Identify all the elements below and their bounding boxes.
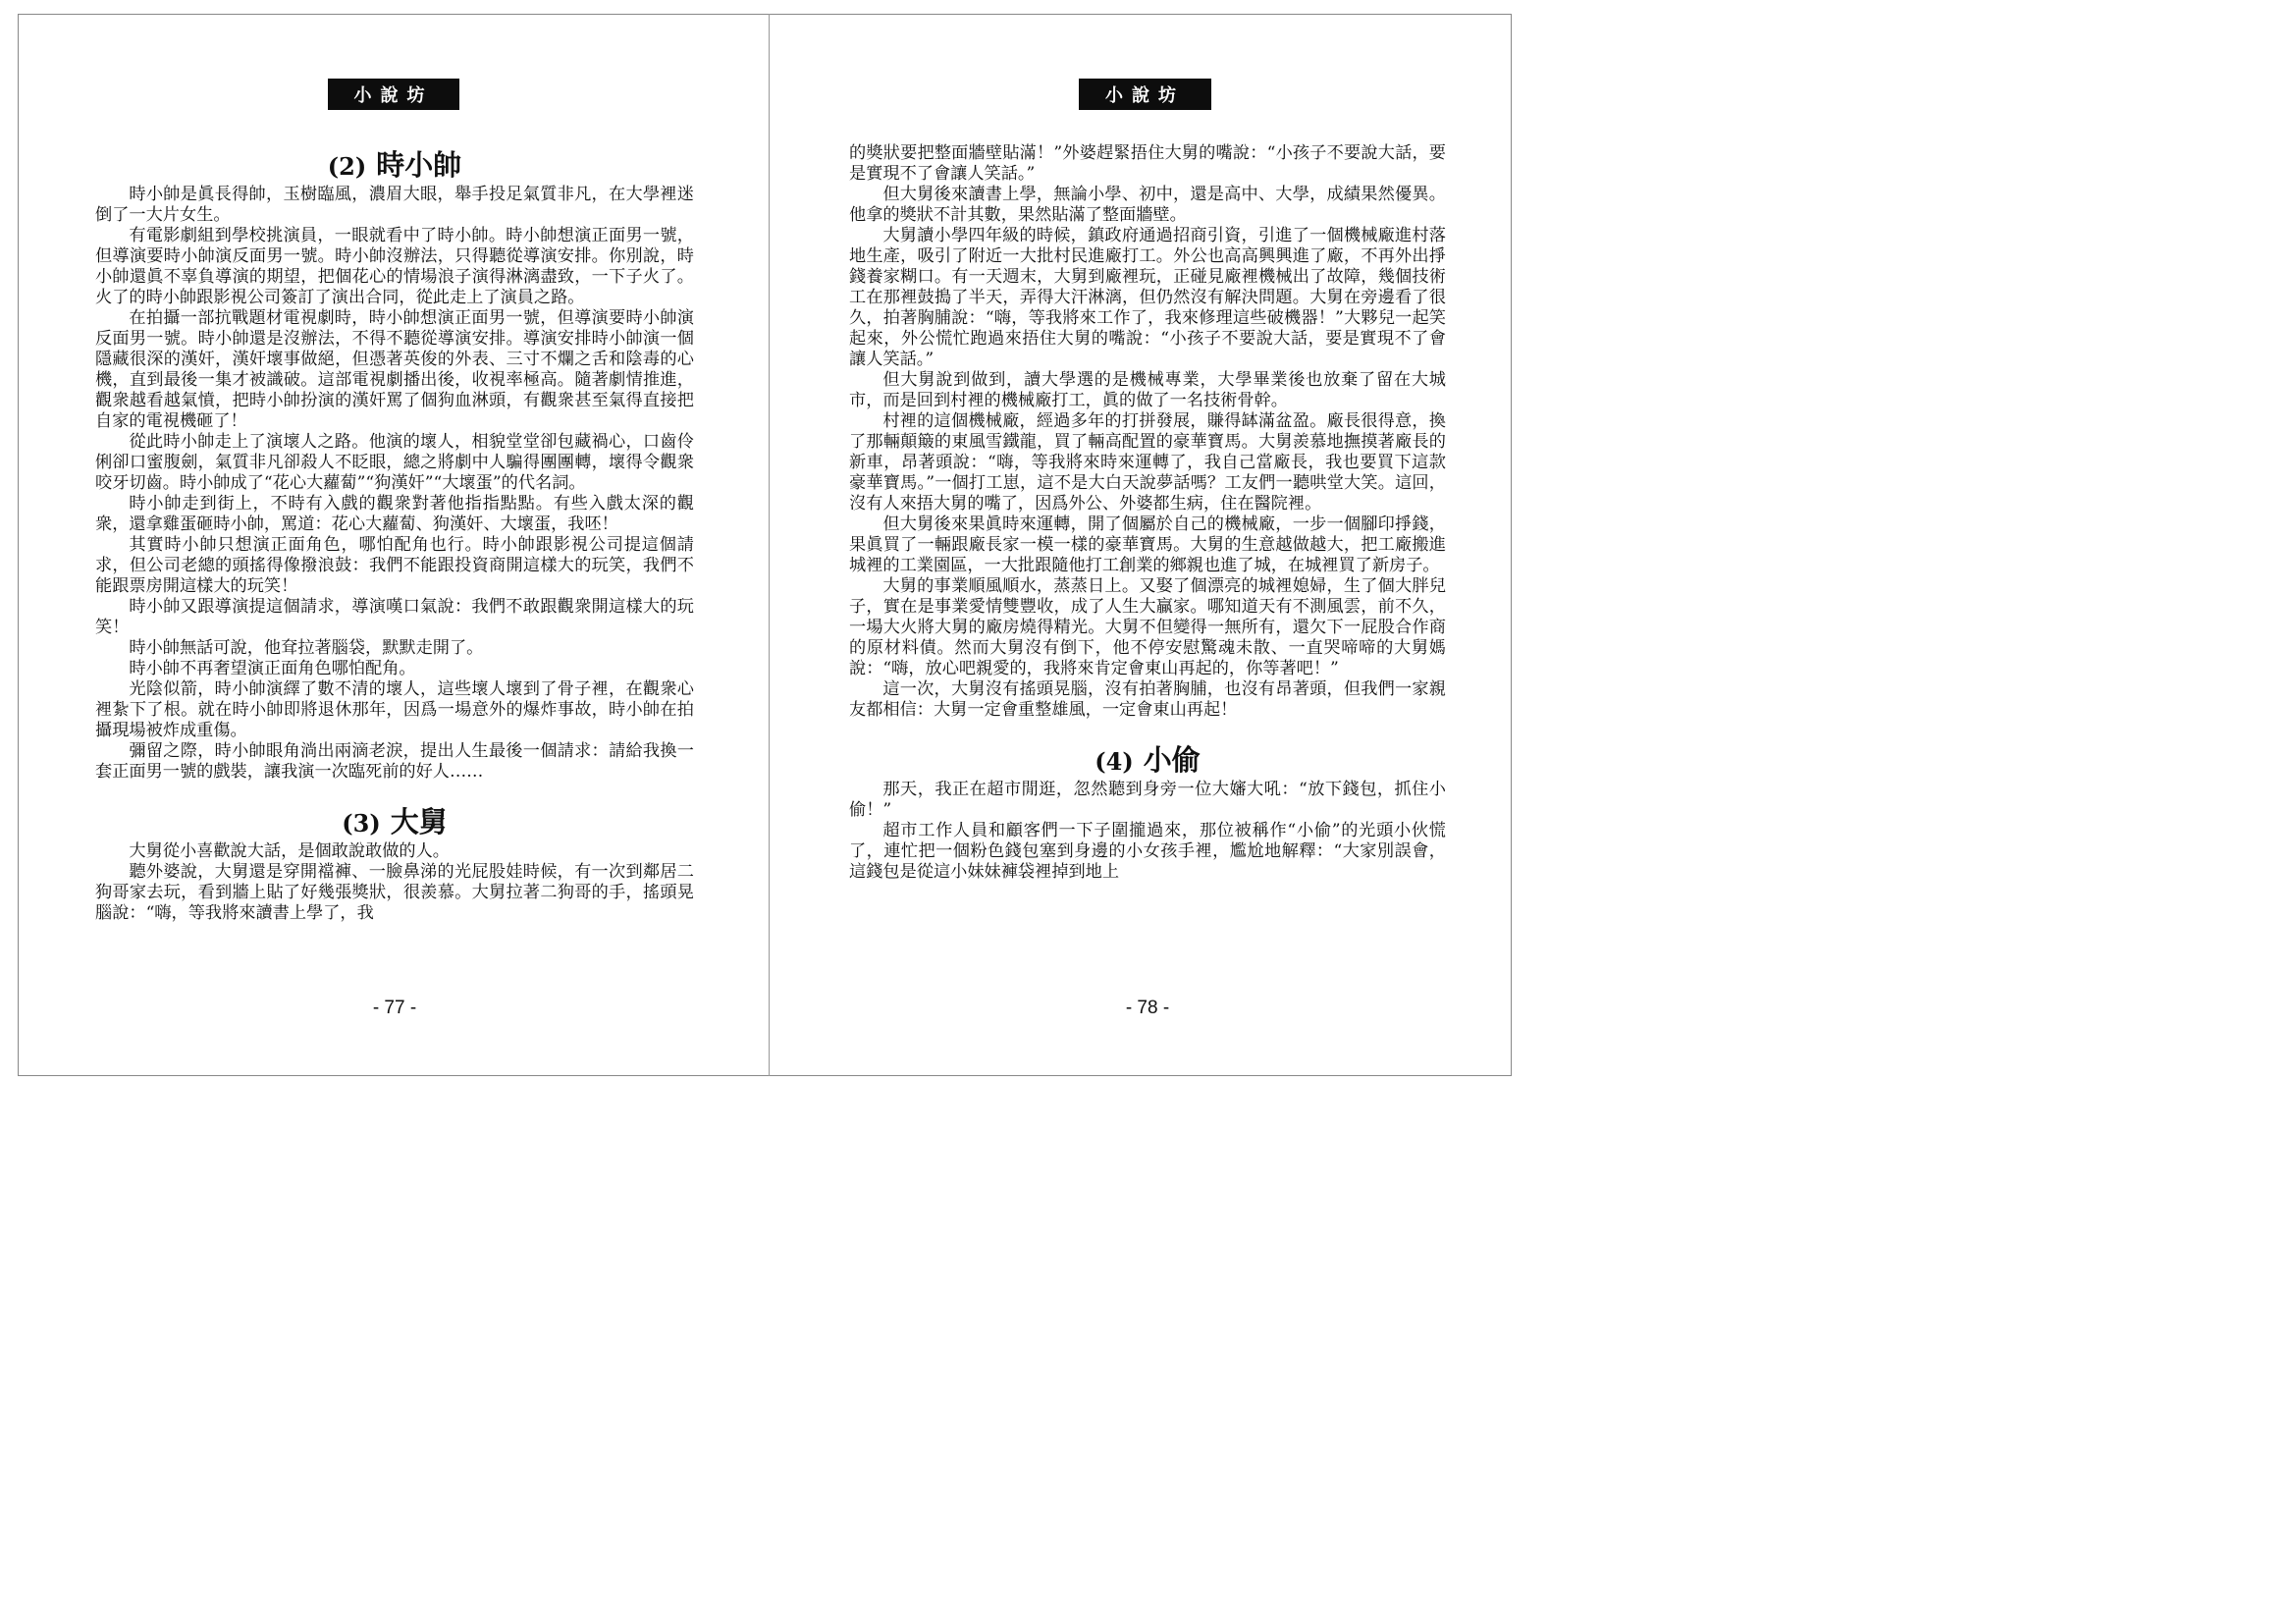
story-3-continued-paragraph: 村裡的這個機械廠，經過多年的打拼發展，賺得缽滿盆盈。廠長很得意，換了那輛顛簸的東風雪鐵龍，買了輛高配置的豪華寶馬。大舅羨慕地撫摸著廠長的新車，昂著頭說：“嗨，等我將來時來運轉了，我自己當廠長，我也要買下這款豪華寶馬。”一個打工崽，這不是大白天說夢話嗎？工友們一聽哄堂大笑。這回，沒有人來捂大舅的嘴了，因爲外公、外婆都生病，住在醫院裡。 [849, 411, 1446, 514]
story-2-paragraph: 時小帥是眞長得帥，玉樹臨風，濃眉大眼，舉手投足氣質非凡，在大學裡迷倒了一大片女生。 [95, 185, 694, 225]
right-page-header: 小說坊 [1079, 79, 1211, 110]
story-3-paragraph: 聽外婆說，大舅還是穿開襠褲、一臉鼻涕的光屁股娃時候，有一次到鄰居二狗哥家去玩，看到牆上貼了好幾張獎狀，很羨慕。大舅拉著二狗哥的手，搖頭晃腦說：“嗨，等我將來讀書上學了，我 [95, 862, 694, 923]
left-page-body [95, 147, 694, 924]
left-page [95, 14, 694, 1076]
section-gap [95, 783, 694, 804]
story-3-continued-paragraph: 這一次，大舅沒有搖頭晃腦，沒有拍著胸脯，也沒有昂著頭，但我們一家親友都相信：大舅一定會重整雄風，一定會東山再起！ [849, 679, 1446, 720]
story-3-continued-paragraph: 大舅的事業順風順水，蒸蒸日上。又娶了個漂亮的城裡媳婦，生了個大胖兒子，實在是事業愛情雙豐收，成了人生大贏家。哪知道天有不測風雲，前不久，一場大火將大舅的廠房燒得精光。大舅不但變得一無所有，還欠下一屁股合作商的原材料債。然而大舅沒有倒下，他不停安慰驚魂未散、一直哭啼啼的大舅媽說：“嗨，放心吧親愛的，我將來肯定會東山再起的，你等著吧！” [849, 576, 1446, 678]
story-3-number: (3) [342, 809, 381, 838]
story-2-paragraph: 在拍攝一部抗戰題材電視劇時，時小帥想演正面男一號，但導演要時小帥演反面男一號。時小帥還是沒辦法，不得不聽從導演安排。導演安排時小帥演一個隱藏很深的漢奸，漢奸壞事做絕，但憑著英俊的外表、三寸不爛之舌和陰毒的心機，直到最後一集才被識破。這部電視劇播出後，收視率極高。隨著劇情推進，觀衆越看越氣憤，把時小帥扮演的漢奸罵了個狗血淋頭，有觀衆甚至氣得直接把自家的電視機砸了！ [95, 308, 694, 431]
right-page [849, 14, 1446, 1076]
spine-divider [769, 14, 770, 1076]
story-3-continued-paragraph: 的獎狀要把整面牆壁貼滿！”外婆趕緊捂住大舅的嘴說：“小孩子不要說大話，要是實現不了會讓人笑話。” [849, 143, 1446, 184]
story-3-continued-paragraph: 大舅讀小學四年級的時候，鎮政府通過招商引資，引進了一個機械廠進村落地生產，吸引了附近一大批村民進廠打工。外公也高高興興進了廠，不再外出掙錢養家糊口。有一天週末，大舅到廠裡玩，正碰見廠裡機械出了故障，幾個技術工在那裡鼓搗了半天，弄得大汗淋漓，但仍然沒有解決問題。大舅在旁邊看了很久，拍著胸脯說：“嗨，等我將來工作了，我來修理這些破機器！”大夥兒一起笑起來，外公慌忙跑過來捂住大舅的嘴說：“小孩子不要說大話，要是實現不了會讓人笑話。” [849, 226, 1446, 369]
story-3-continued-paragraph: 但大舅後來讀書上學，無論小學、初中，還是高中、大學，成績果然優異。他拿的獎狀不計其數，果然貼滿了整面牆壁。 [849, 185, 1446, 225]
story-2-number: (2) [327, 152, 367, 181]
story-4-title [849, 742, 1446, 780]
story-4-number: (4) [1095, 747, 1134, 776]
story-2-paragraph: 時小帥又跟導演提這個請求，導演嘆口氣說：我們不敢跟觀衆開這樣大的玩笑！ [95, 597, 694, 637]
story-3-continued-paragraph: 但大舅說到做到，讀大學選的是機械專業，大學畢業後也放棄了留在大城市，而是回到村裡的機械廠打工，眞的做了一名技術骨幹。 [849, 370, 1446, 410]
left-page-number: - 77 - [372, 998, 417, 1018]
story-3-title-text: 大舅 [390, 805, 448, 839]
right-page-number: - 78 - [1125, 998, 1170, 1018]
left-page-header: 小說坊 [328, 79, 459, 110]
story-4-paragraph: 那天，我正在超市閒逛，忽然聽到身旁一位大嬸大吼：“放下錢包，抓住小偷！” [849, 780, 1446, 820]
story-2-title [95, 147, 694, 185]
story-3-continued-paragraph: 但大舅後來果眞時來運轉，開了個屬於自己的機械廠，一步一個腳印掙錢，果眞買了一輛跟廠長家一模一樣的豪華寶馬。大舅的生意越做越大，把工廠搬進城裡的工業園區，一大批跟隨他打工創業的鄉親也進了城，在城裡買了新房子。 [849, 514, 1446, 575]
story-2-paragraph: 時小帥走到街上，不時有入戲的觀衆對著他指指點點。有些入戲太深的觀衆，還拿雞蛋砸時小帥，罵道：花心大蘿蔔、狗漢奸、大壞蛋，我呸！ [95, 494, 694, 534]
story-2-paragraph: 光陰似箭，時小帥演繹了數不清的壞人，這些壞人壞到了骨子裡，在觀衆心裡紮下了根。就在時小帥即將退休那年，因爲一場意外的爆炸事故，時小帥在拍攝現場被炸成重傷。 [95, 679, 694, 740]
story-4-title-text: 小偷 [1143, 743, 1201, 777]
story-3-paragraph: 大舅從小喜歡說大話，是個敢說敢做的人。 [129, 841, 450, 861]
story-2-paragraph: 有電影劇組到學校挑演員，一眼就看中了時小帥。時小帥想演正面男一號，但導演要時小帥演反面男一號。時小帥沒辦法，只得聽從導演安排。你別說，時小帥還眞不辜負導演的期望，把個花心的情場浪子演得淋漓盡致，一下子火了。火了的時小帥跟影視公司簽訂了演出合同，從此走上了演員之路。 [95, 226, 694, 307]
story-2-paragraph: 從此時小帥走上了演壞人之路。他演的壞人，相貌堂堂卻包藏禍心，口齒伶俐卻口蜜腹劍，氣質非凡卻殺人不眨眼，總之將劇中人騙得團團轉，壞得令觀衆咬牙切齒。時小帥成了“花心大蘿蔔”“狗漢奸”“大壞蛋”的代名詞。 [95, 432, 694, 493]
story-2-paragraph: 彌留之際，時小帥眼角淌出兩滴老淚，提出人生最後一個請求：請給我換一套正面男一號的戲裝，讓我演一次臨死前的好人…… [95, 741, 694, 782]
story-2-title-text: 時小帥 [376, 148, 462, 182]
story-2-paragraph: 時小帥不再奢望演正面角色哪怕配角。 [129, 659, 416, 678]
story-2-paragraph: 時小帥無話可說，他耷拉著腦袋，默默走開了。 [129, 638, 484, 658]
story-2-paragraph: 其實時小帥只想演正面角色，哪怕配角也行。時小帥跟影視公司提這個請求，但公司老總的頭搖得像撥浪鼓：我們不能跟投資商開這樣大的玩笑，我們不能跟票房開這樣大的玩笑！ [95, 535, 694, 596]
section-gap [849, 721, 1446, 742]
story-3-title [95, 804, 694, 841]
right-page-body [849, 143, 1446, 883]
story-4-paragraph: 超市工作人員和顧客們一下子圍攏過來，那位被稱作“小偷”的光頭小伙慌了，連忙把一個粉色錢包塞到身邊的小女孩手裡，尷尬地解釋：“大家別誤會，這錢包是從這小妹妹褲袋裡掉到地上 [849, 821, 1446, 882]
